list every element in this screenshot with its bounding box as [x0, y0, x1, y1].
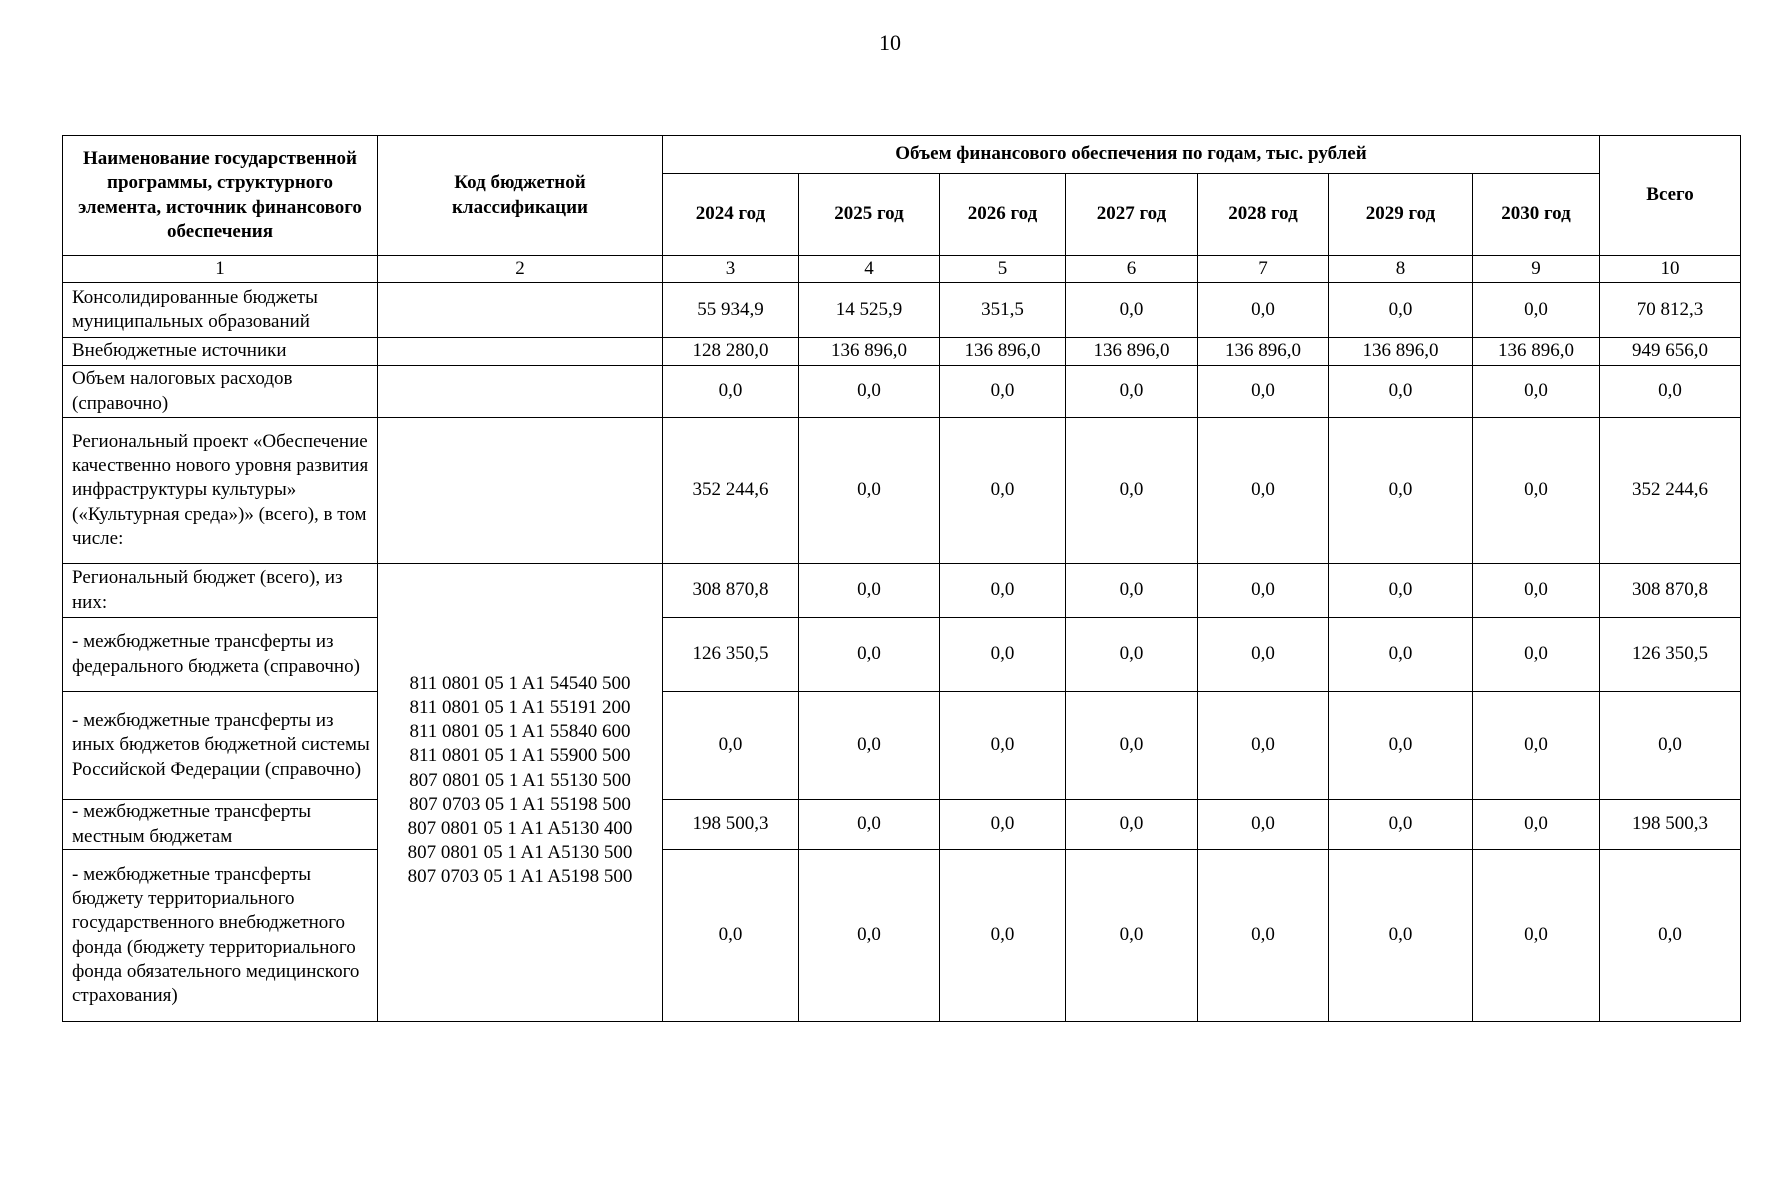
row-total: 352 244,6	[1600, 418, 1741, 564]
row-value: 0,0	[799, 564, 940, 618]
header-year: 2024 год	[663, 174, 799, 256]
column-number: 8	[1329, 256, 1473, 283]
table-row	[63, 800, 1741, 850]
row-value: 0,0	[1198, 692, 1329, 800]
table-row	[63, 418, 1741, 564]
budget-code: 811 0801 05 1 A1 55191 200	[409, 697, 631, 719]
row-code	[378, 366, 663, 418]
column-number: 10	[1600, 256, 1741, 283]
row-value: 0,0	[1066, 800, 1198, 850]
row-value: 0,0	[1066, 618, 1198, 692]
row-value: 0,0	[1066, 283, 1198, 338]
row-name: Объем налоговых расходов (справочно)	[63, 366, 378, 418]
row-value: 0,0	[940, 850, 1066, 1022]
row-value: 0,0	[1198, 564, 1329, 618]
row-name: Региональный бюджет (всего), из них:	[63, 564, 378, 618]
row-value: 136 896,0	[940, 338, 1066, 366]
row-total: 0,0	[1600, 692, 1741, 800]
row-value: 0,0	[1473, 564, 1600, 618]
row-value: 0,0	[1473, 800, 1600, 850]
column-number: 1	[63, 256, 378, 283]
row-value: 14 525,9	[799, 283, 940, 338]
row-name: - межбюджетные трансферты бюджету территориального государственного внебюджетного фонда (бюджету территориального фонда обязательного медицинского страхования)	[63, 850, 378, 1022]
table-row	[63, 850, 1741, 1022]
budget-code: 807 0703 05 1 A1 55198 500	[409, 793, 631, 815]
row-value: 0,0	[799, 366, 940, 418]
row-value: 0,0	[1066, 692, 1198, 800]
table-row	[63, 283, 1741, 338]
row-code	[378, 418, 663, 564]
row-value: 0,0	[1473, 850, 1600, 1022]
row-value: 0,0	[940, 418, 1066, 564]
row-total: 0,0	[1600, 366, 1741, 418]
row-name: Внебюджетные источники	[63, 338, 378, 366]
row-code	[378, 338, 663, 366]
budget-code: 811 0801 05 1 A1 54540 500	[409, 673, 631, 694]
row-value: 0,0	[940, 564, 1066, 618]
row-total: 0,0	[1600, 850, 1741, 1022]
page-number: 10	[879, 30, 901, 55]
table-row	[63, 692, 1741, 800]
row-value: 0,0	[1329, 366, 1473, 418]
row-total: 70 812,3	[1600, 283, 1741, 338]
row-value: 0,0	[1473, 283, 1600, 338]
row-value: 0,0	[663, 850, 799, 1022]
column-number: 7	[1198, 256, 1329, 283]
row-value: 352 244,6	[663, 418, 799, 564]
row-value: 0,0	[1329, 564, 1473, 618]
table-row	[63, 338, 1741, 366]
row-value: 0,0	[1198, 618, 1329, 692]
row-value: 136 896,0	[1473, 338, 1600, 366]
header-code: Код бюджетной классификации	[378, 136, 663, 256]
row-value: 136 896,0	[799, 338, 940, 366]
budget-code: 811 0801 05 1 A1 55900 500	[409, 745, 631, 767]
header-year: 2029 год	[1329, 174, 1473, 256]
row-value: 0,0	[799, 800, 940, 850]
row-total: 949 656,0	[1600, 338, 1741, 366]
row-value: 128 280,0	[663, 338, 799, 366]
row-value: 0,0	[1198, 850, 1329, 1022]
row-value: 0,0	[1473, 366, 1600, 418]
row-total: 126 350,5	[1600, 618, 1741, 692]
row-value: 0,0	[663, 366, 799, 418]
row-value: 0,0	[1198, 366, 1329, 418]
header-year: 2028 год	[1198, 174, 1329, 256]
header-year: 2030 год	[1473, 174, 1600, 256]
column-number: 4	[799, 256, 940, 283]
budget-code: 807 0801 05 1 A1 A5130 500	[407, 841, 633, 863]
shared-budget-codes	[378, 564, 663, 1022]
row-value: 0,0	[799, 692, 940, 800]
row-total: 198 500,3	[1600, 800, 1741, 850]
row-value: 0,0	[1473, 418, 1600, 564]
budget-code: 807 0801 05 1 A1 A5130 400	[407, 817, 633, 839]
row-name: - межбюджетные трансферты из федерального бюджета (справочно)	[63, 618, 378, 692]
row-value: 351,5	[940, 283, 1066, 338]
row-value: 0,0	[1066, 418, 1198, 564]
row-value: 0,0	[1329, 283, 1473, 338]
row-value: 0,0	[1198, 283, 1329, 338]
row-value: 0,0	[799, 850, 940, 1022]
row-value: 0,0	[799, 618, 940, 692]
row-value: 0,0	[799, 418, 940, 564]
header-year: 2025 год	[799, 174, 940, 256]
row-value: 0,0	[1329, 692, 1473, 800]
row-value: 0,0	[940, 800, 1066, 850]
row-value: 136 896,0	[1329, 338, 1473, 366]
row-value: 126 350,5	[663, 618, 799, 692]
row-value: 0,0	[1473, 618, 1600, 692]
column-number: 3	[663, 256, 799, 283]
row-value: 0,0	[1329, 618, 1473, 692]
row-name: Консолидированные бюджеты муниципальных образований	[63, 283, 378, 338]
table-row	[63, 564, 1741, 618]
header-name: Наименование государственной программы, структурного элемента, источник финансового обеспечения	[63, 136, 378, 256]
column-number: 2	[378, 256, 663, 283]
row-value: 308 870,8	[663, 564, 799, 618]
header-year: 2026 год	[940, 174, 1066, 256]
row-name: - межбюджетные трансферты местным бюджетам	[63, 800, 378, 850]
row-value: 0,0	[940, 692, 1066, 800]
row-value: 198 500,3	[663, 800, 799, 850]
row-value: 0,0	[1066, 366, 1198, 418]
row-name: - межбюджетные трансферты из иных бюджетов бюджетной системы Российской Федерации (справочно)	[63, 692, 378, 800]
header-volume: Объем финансового обеспечения по годам, тыс. рублей	[663, 136, 1600, 174]
row-value: 0,0	[1329, 850, 1473, 1022]
table-row	[63, 618, 1741, 692]
header-year: 2027 год	[1066, 174, 1198, 256]
row-value: 0,0	[1329, 418, 1473, 564]
row-value: 0,0	[940, 366, 1066, 418]
row-value: 0,0	[940, 618, 1066, 692]
table-row	[63, 366, 1741, 418]
column-number: 5	[940, 256, 1066, 283]
row-name: Региональный проект «Обеспечение качественно нового уровня развития инфраструктуры культуры» («Культурная среда»)» (всего), в том числе:	[63, 418, 378, 564]
row-value: 0,0	[663, 692, 799, 800]
budget-code: 807 0703 05 1 A1 A5198 500	[407, 866, 633, 887]
column-number: 9	[1473, 256, 1600, 283]
row-value: 136 896,0	[1198, 338, 1329, 366]
row-value: 0,0	[1198, 418, 1329, 564]
row-value: 0,0	[1473, 692, 1600, 800]
row-total: 308 870,8	[1600, 564, 1741, 618]
row-code	[378, 283, 663, 338]
row-value: 0,0	[1066, 564, 1198, 618]
budget-code: 811 0801 05 1 A1 55840 600	[409, 721, 631, 743]
financing-table	[62, 135, 1741, 1022]
row-value: 136 896,0	[1066, 338, 1198, 366]
header-total: Всего	[1600, 136, 1741, 256]
budget-code: 807 0801 05 1 A1 55130 500	[409, 769, 631, 791]
column-number: 6	[1066, 256, 1198, 283]
row-value: 55 934,9	[663, 283, 799, 338]
row-value: 0,0	[1066, 850, 1198, 1022]
row-value: 0,0	[1329, 800, 1473, 850]
row-value: 0,0	[1198, 800, 1329, 850]
